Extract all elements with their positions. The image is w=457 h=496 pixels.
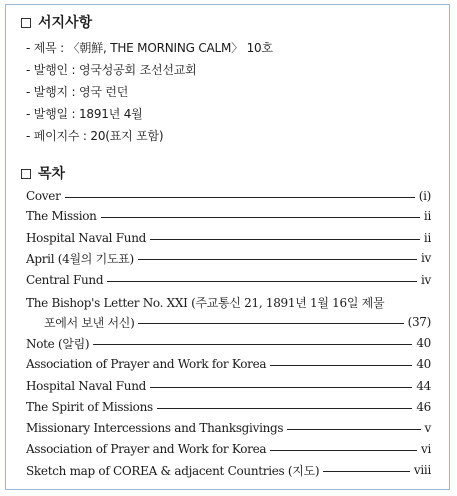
toc-entry [26, 206, 431, 226]
toc-entry [26, 397, 431, 417]
toc-entry-title: 포에서 보낸 서신) [44, 315, 135, 330]
toc-heading-text: 목차 [38, 166, 66, 182]
toc-entry-title: The Mission [26, 209, 97, 223]
toc-entry-title: Hospital Naval Fund [26, 231, 147, 245]
toc-leader [138, 323, 403, 324]
toc-entry [26, 270, 431, 290]
toc-entry [26, 418, 431, 438]
checkbox-square-icon [21, 169, 31, 179]
toc-entry-page: ii [423, 209, 431, 223]
toc-entry [26, 460, 431, 480]
toc-entry-page: ii [423, 231, 431, 245]
toc-entry-page: 40 [416, 336, 431, 350]
toc-entry-title: The Spirit of Missions [26, 400, 153, 414]
toc-leader [270, 450, 417, 451]
toc-leader [150, 387, 412, 388]
toc-leader [157, 408, 412, 409]
toc-entry-page: 44 [416, 379, 431, 393]
checkbox-square-icon [21, 18, 31, 28]
toc-entry-title: Hospital Naval Fund [26, 379, 147, 393]
toc-entry-page: v [424, 421, 431, 435]
toc-entry [26, 354, 431, 374]
toc-entry-title: Cover [26, 189, 61, 203]
bibliography-item-date: - 발행일 : 1891년 4월 [26, 107, 143, 121]
toc-entry-page: vi [420, 442, 431, 456]
toc-entry-page: (37) [407, 315, 431, 329]
toc-leader [150, 239, 420, 240]
toc-leader [138, 259, 417, 260]
toc-leader [287, 429, 420, 430]
toc-entry [26, 439, 431, 459]
toc-leader [65, 197, 415, 198]
toc-entry-page: 46 [416, 400, 431, 414]
toc-entry [26, 333, 431, 353]
toc-leader [107, 281, 417, 282]
toc-entry-title: Association of Prayer and Work for Korea [26, 442, 267, 456]
toc-entry-title: Note (알림) [26, 336, 90, 351]
toc-entry-title: Association of Prayer and Work for Korea [26, 357, 267, 371]
toc-entry [26, 376, 431, 396]
toc-entry-title: April (4월의 기도표) [26, 251, 134, 266]
toc-entry-page: viii [413, 463, 431, 477]
toc-leader [101, 217, 420, 218]
bibliography-heading-text: 서지사항 [38, 15, 93, 31]
toc-entry-continuation [44, 312, 431, 332]
toc-entry [26, 186, 431, 206]
toc-entry-title: Central Fund [26, 273, 104, 287]
toc-entry [26, 228, 431, 248]
toc-heading [21, 165, 65, 183]
toc-entry-title: Missionary Intercessions and Thanksgivings [26, 421, 284, 435]
toc-entry-title: Sketch map of COREA & adjacent Countries (지도) [26, 463, 320, 478]
toc-leader [270, 365, 412, 366]
bibliography-item-pages: - 페이지수 : 20(표지 포함) [26, 129, 164, 143]
toc-entry [26, 292, 431, 312]
toc-entry-page: iv [420, 273, 431, 287]
toc-entry-title: The Bishop's Letter No. XXI (주교통신 21, 1891년 1월 16일 제물 [26, 295, 385, 310]
bibliography-item-title: - 제목 : 〈朝鮮, THE MORNING CALM〉 10호 [26, 41, 273, 55]
toc-leader [323, 471, 410, 472]
bibliography-item-place: - 발행지 : 영국 런던 [26, 85, 129, 99]
toc-entry [26, 248, 431, 268]
toc-entry-page: (i) [418, 189, 431, 203]
toc-leader [93, 344, 412, 345]
toc-entry-page: 40 [416, 357, 431, 371]
bibliography-heading [21, 14, 92, 32]
toc-entry-page: iv [420, 251, 431, 265]
bibliography-item-publisher: - 발행인 : 영국성공회 조선선교회 [26, 63, 197, 77]
